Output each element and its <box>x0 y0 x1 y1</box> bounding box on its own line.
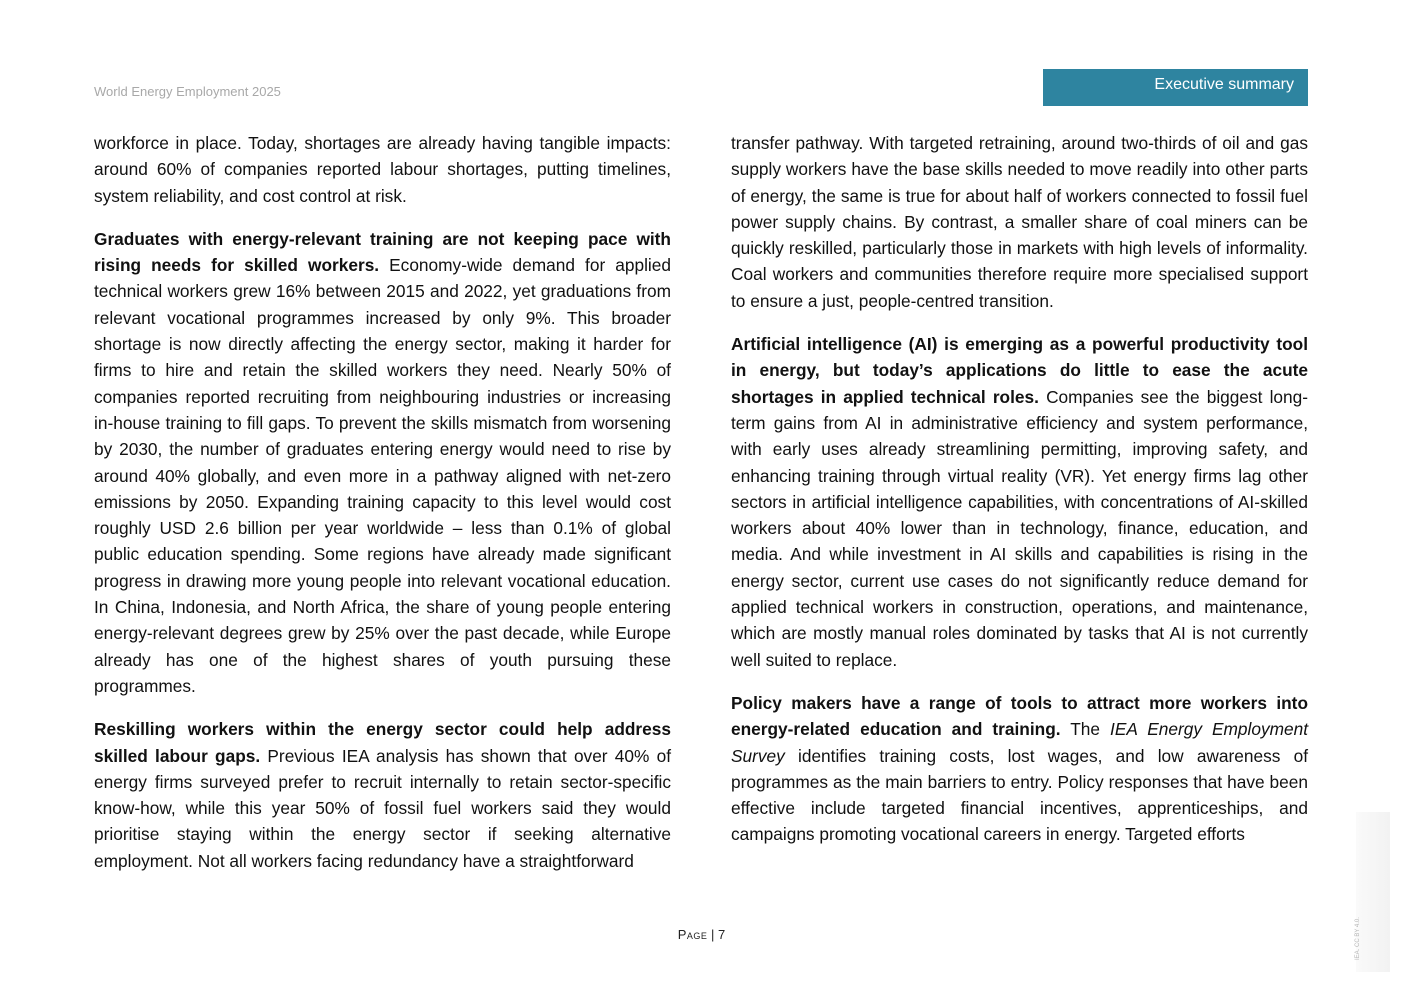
right-column <box>731 130 1308 865</box>
paragraph-text: Companies see the biggest long-term gains from AI in administrative efficiency and system performance, with early uses already streamlining permitting, improving safety, and enhancing training through virtual reality (VR). Yet energy firms lag other sectors in artificial intelligence capabilities, with concentrations of AI-skilled workers about 40% lower than in technology, finance, education, and media. And while investment in AI skills and capabilities is rising in the energy sector, current use cases do not significantly reduce demand for applied technical workers in construction, operations, and maintenance, which are mostly manual roles dominated by tasks that AI is not currently well suited to replace. <box>731 386 1308 670</box>
margin-shade <box>1356 812 1390 972</box>
page-label: Page <box>677 927 708 942</box>
page-footer <box>0 927 1403 942</box>
paragraph <box>94 130 671 209</box>
license-note: IEA. CC BY 4.0. <box>1355 917 1361 960</box>
page-separator: | <box>707 927 719 942</box>
paragraph-lead: Graduates with energy-relevant training are not keeping pace with rising needs for skilled workers. <box>94 228 671 276</box>
left-column <box>94 130 671 891</box>
section-tab: Executive summary <box>1043 69 1308 106</box>
document-title: World Energy Employment 2025 <box>94 84 281 99</box>
page-number: 7 <box>718 927 726 942</box>
paragraph <box>94 226 671 699</box>
paragraph <box>731 690 1308 848</box>
paragraph <box>731 130 1308 314</box>
paragraph <box>731 331 1308 673</box>
paragraph-text: The <box>1060 719 1111 740</box>
survey-title: IEA Energy Employment Survey <box>731 719 1308 766</box>
paragraph-text: Economy-wide demand for applied technical workers grew 16% between 2015 and 2022, yet graduations from relevant vocational programmes increased by only 9%. This broader shortage is now directly affecting the energy sector, making it harder for firms to hire and retain the skilled workers they need. Nearly 50% of companies reported recruiting from neighbouring industries or increasing in-house training to fill gaps. To prevent the skills mismatch from worsening by 2030, the number of graduates entering energy would need to rise by around 40% globally, and even more in a pathway aligned with net-zero emissions by 2050. Expanding training capacity to this level would cost roughly USD 2.6 billion per year worldwide – less than 0.1% of global public education spending. Some regions have already made significant progress in drawing more young people into relevant vocational education. In China, Indonesia, and North Africa, the share of young people entering energy-relevant degrees grew by 25% over the past decade, while Europe already has one of the highest shares of youth pursuing these programmes. <box>94 255 671 696</box>
paragraph-lead: Reskilling workers within the energy sector could help address skilled labour gaps. <box>94 719 671 766</box>
paragraph-text: workforce in place. Today, shortages are already having tangible impacts: around 60% of companies reported labour shortages, putting timelines, system reliability, and cost control at risk. <box>94 133 671 206</box>
paragraph-lead: Policy makers have a range of tools to attract more workers into energy-related education and training. <box>731 692 1308 740</box>
paragraph-lead: Artificial intelligence (AI) is emerging as a powerful productivity tool in energy, but today’s applications do little to ease the acute shortages in applied technical roles. <box>731 334 1308 407</box>
paragraph-text: Previous IEA analysis has shown that over 40% of energy firms surveyed prefer to recruit internally to retain sector-specific know-how, while this year 50% of fossil fuel workers said they would prioritise staying within the energy sector if seeking alternative employment. Not all workers facing redundancy have a straightforward <box>94 745 671 871</box>
paragraph-text: transfer pathway. With targeted retraining, around two-thirds of oil and gas supply workers have the base skills needed to move readily into other parts of energy, the same is true for about half of workers connected to fossil fuel power supply chains. By contrast, a smaller share of coal miners can be quickly reskilled, particularly those in markets with high levels of informality. Coal workers and communities therefore require more specialised support to ensure a just, people-centred transition. <box>731 133 1308 311</box>
paragraph <box>94 716 671 874</box>
paragraph-text: identifies training costs, lost wages, and low awareness of programmes as the main barriers to entry. Policy responses that have been effective include targeted financial incentives, apprenticeships, and campaigns promoting vocational careers in energy. Targeted efforts <box>731 745 1308 845</box>
